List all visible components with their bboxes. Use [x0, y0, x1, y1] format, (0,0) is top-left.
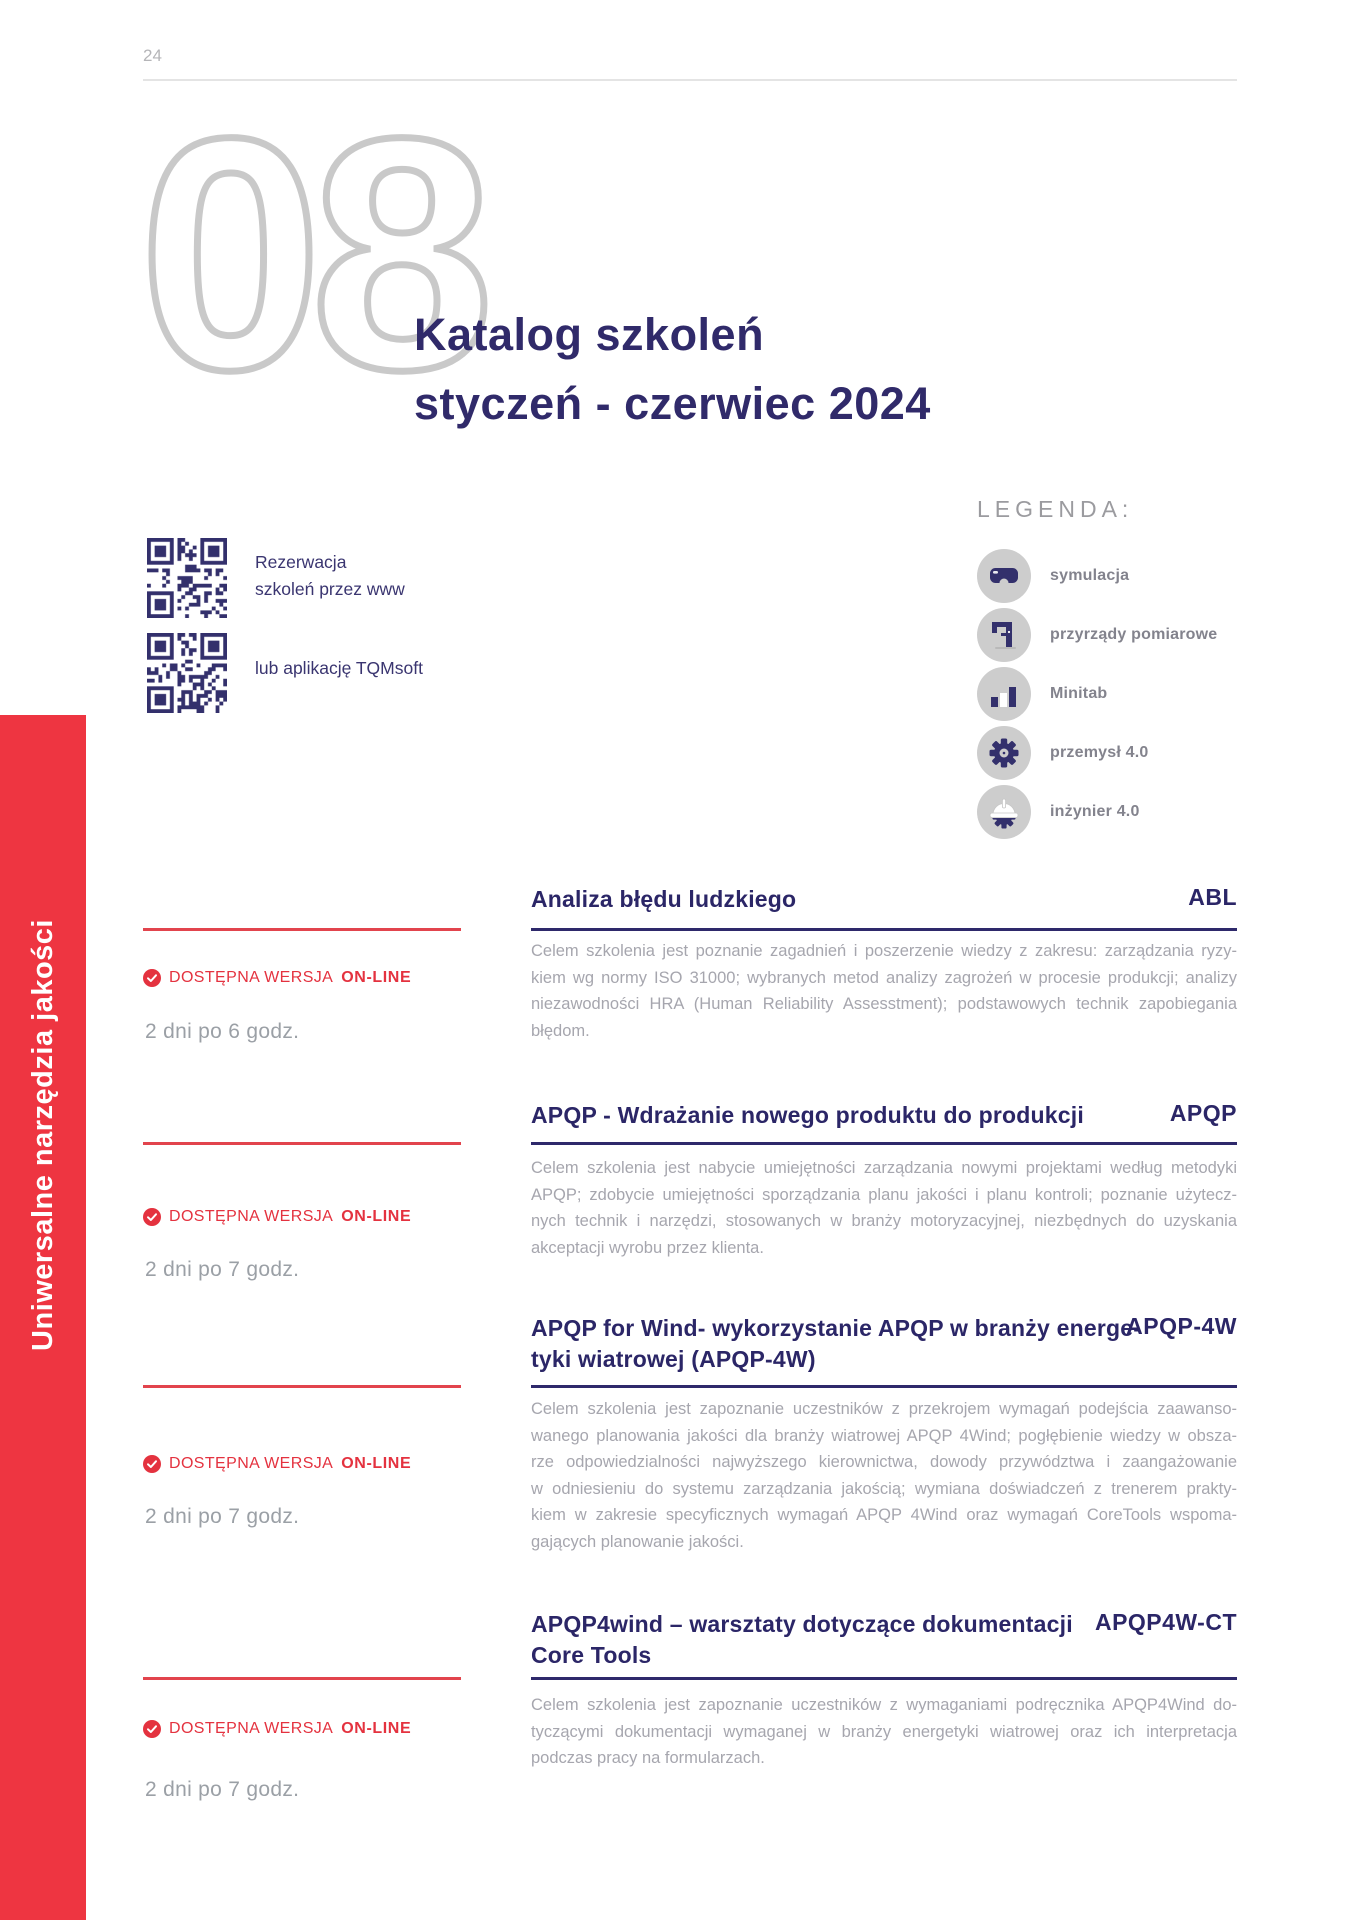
- check-circle-icon: [143, 1208, 161, 1226]
- course-description: [531, 938, 1237, 1044]
- description-line: kiem w zakresie specyficznych wymagań APQP 4Wind oraz wymagań CoreTools wspoma-: [531, 1506, 1237, 1525]
- badge-text: DOSTĘPNA WERSJA: [169, 1208, 334, 1225]
- check-circle-icon: [143, 1720, 161, 1738]
- course-description: [531, 1692, 1237, 1772]
- online-version-badge: [143, 1206, 411, 1228]
- description-line: Celem szkolenia jest zapoznanie uczestników z wymaganiami podręcznika APQP4Wind do-: [531, 1696, 1237, 1714]
- online-version-badge: [143, 1718, 411, 1740]
- left-rule: [143, 1677, 461, 1680]
- legend-item-label: symulacja: [1050, 567, 1130, 584]
- bar-chart-icon: [977, 667, 1031, 721]
- heading-rule: [531, 1142, 1237, 1145]
- course-duration: 2 dni po 7 godz.: [145, 1258, 300, 1281]
- qr-www-label-line1: Rezerwacja: [255, 552, 347, 572]
- qr-code-image: [147, 538, 227, 618]
- qr-code-app: [147, 633, 227, 713]
- description-line: rze odpowiedzialności najwyższego kierownictwa, dowody przywództwa i zaangażowanie: [531, 1453, 1237, 1472]
- course-code: APQP-4W: [1126, 1313, 1237, 1339]
- course-title: APQP for Wind- wykorzystanie APQP w branży energe-: [531, 1315, 1142, 1341]
- qr-code-image: [147, 633, 227, 713]
- left-rule: [143, 928, 461, 931]
- badge-online-text: ON-LINE: [341, 1208, 412, 1225]
- vr-goggles-icon: [977, 549, 1031, 603]
- engineer-helmet-gear-icon: [977, 785, 1031, 839]
- online-version-badge: [143, 1453, 411, 1475]
- course-code: APQP4W-CT: [1094, 1609, 1237, 1635]
- left-rule: [143, 1142, 461, 1145]
- course-heading: [531, 1100, 1237, 1131]
- course-duration: 2 dni po 6 godz.: [145, 1020, 300, 1043]
- badge-online-text: ON-LINE: [341, 1455, 412, 1472]
- description-line: Celem szkolenia jest zapoznanie uczestników z przekrojem wymagań podejścia zaawanso-: [531, 1400, 1237, 1418]
- description-line: APQP; zdobycie umiejętności sporządzania planu jakości i planu kontroli; poznanie użytecz-: [531, 1185, 1237, 1204]
- description-line: gających planowanie jakości.: [531, 1532, 744, 1551]
- top-divider: [143, 79, 1237, 81]
- legend-item-przemysl: [977, 726, 1148, 780]
- badge-text: DOSTĘPNA WERSJA: [169, 969, 334, 986]
- course-duration: 2 dni po 7 godz.: [145, 1778, 300, 1801]
- description-line: wanego planowania jakości dla branży wiatrowej APQP 4Wind; pogłębienie wiedzy w obsza-: [531, 1426, 1237, 1445]
- heading-rule: [531, 1385, 1237, 1388]
- legend-item-przyrzady: [977, 608, 1217, 662]
- badge-online-text: ON-LINE: [341, 969, 412, 986]
- description-line: niezawodności HRA (Human Reliability Assesstment); podstawowych technik zapobiegania: [531, 995, 1237, 1014]
- course-title: tyki wiatrowej (APQP-4W): [531, 1346, 816, 1372]
- course-description: [531, 1396, 1237, 1556]
- category-sidebar: [0, 715, 86, 1920]
- gear-icon: [977, 726, 1031, 780]
- check-circle-icon: [143, 1455, 161, 1473]
- badge-online-text: ON-LINE: [341, 1720, 412, 1737]
- course-description: [531, 1155, 1237, 1261]
- qr-app-label: lub aplikację TQMsoft: [255, 658, 423, 678]
- caliper-icon: [977, 608, 1031, 662]
- course-heading: [531, 884, 1237, 915]
- qr-www-label-line2: szkoleń przez www: [255, 579, 405, 599]
- page-title: [414, 300, 931, 438]
- course-duration: 2 dni po 7 godz.: [145, 1505, 300, 1528]
- description-line: tyczącymi dokumentacji wymaganej w branży energetyki wiatrowej oraz ich interpretacja: [531, 1722, 1237, 1741]
- check-circle-icon: [143, 969, 161, 987]
- legend-item-inzynier: [977, 785, 1140, 839]
- category-label: Uniwersalne narzędzia jakości: [26, 919, 59, 1351]
- description-line: podczas pracy na formularzach.: [531, 1749, 765, 1768]
- description-line: Celem szkolenia jest nabycie umiejętności zarządzania nowymi projektami według metodyki: [531, 1159, 1237, 1177]
- heading-rule: [531, 928, 1237, 931]
- online-version-badge: [143, 967, 411, 989]
- course-heading: [531, 1313, 1237, 1375]
- legend-heading: LEGENDA:: [977, 496, 1134, 522]
- description-line: nych technik i narzędzi, stosowanych w branży motoryzacyjnej, niezbędnych do uzyskania: [531, 1212, 1237, 1231]
- legend-item-label: przyrządy pomiarowe: [1050, 626, 1218, 643]
- description-line: w odniesieniu do systemu zarządzania jakością; wymiana doświadczeń z trenerem prakty-: [531, 1479, 1237, 1498]
- page-title-line2: styczeń - czerwiec 2024: [414, 378, 931, 429]
- course-code: ABL: [1188, 884, 1237, 910]
- course-title: APQP4wind – warsztaty dotyczące dokumentacji: [531, 1611, 1073, 1637]
- course-code: APQP: [1169, 1100, 1237, 1126]
- legend-item-minitab: [977, 667, 1107, 721]
- badge-text: DOSTĘPNA WERSJA: [169, 1455, 334, 1472]
- course-title: Analiza błędu ludzkiego: [531, 886, 797, 912]
- heading-rule: [531, 1677, 1237, 1680]
- legend-item-label: przemysł 4.0: [1050, 744, 1149, 761]
- qr-www-label: [255, 549, 405, 603]
- course-heading: [531, 1609, 1237, 1671]
- page-number: 24: [143, 46, 162, 65]
- course-title: APQP - Wdrażanie nowego produktu do produkcji: [531, 1102, 1084, 1128]
- description-line: Celem szkolenia jest poznanie zagadnień i poszerzenie wiedzy z zakresu: zarządzania ryzy-: [531, 942, 1237, 960]
- qr-code-www: [147, 538, 227, 618]
- description-line: kiem wg normy ISO 31000; wybranych metod analizy zagrożeń w procesie produkcji; analizy: [531, 968, 1237, 987]
- left-rule: [143, 1385, 461, 1388]
- course-title: Core Tools: [531, 1642, 652, 1668]
- page-title-line1: Katalog szkoleń: [414, 309, 765, 360]
- badge-text: DOSTĘPNA WERSJA: [169, 1720, 334, 1737]
- description-line: błędom.: [531, 1021, 590, 1040]
- legend-item-symulacja: [977, 549, 1129, 603]
- legend-item-label: Minitab: [1050, 685, 1108, 702]
- svg-text:08: 08: [139, 112, 483, 412]
- description-line: akceptacji wyrobu przez klienta.: [531, 1238, 764, 1257]
- legend-item-label: inżynier 4.0: [1050, 803, 1140, 820]
